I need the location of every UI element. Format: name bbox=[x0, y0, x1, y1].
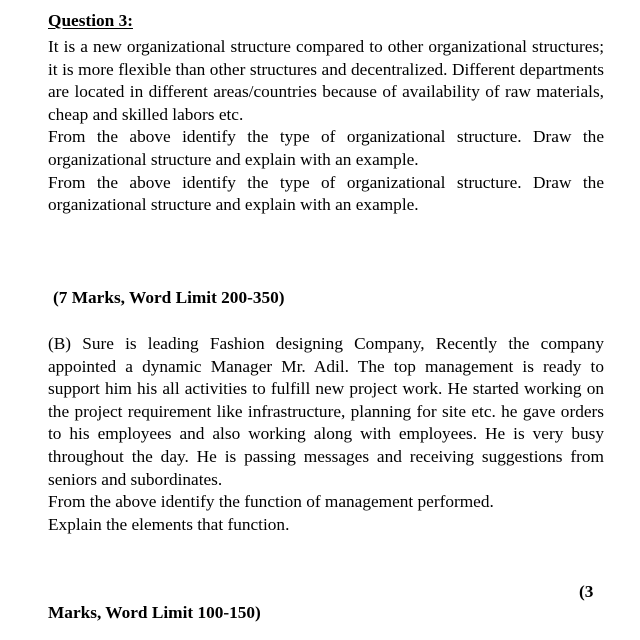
part-b-instruction: From the above identify the function of management performed. bbox=[48, 492, 494, 512]
question-paragraph: It is a new organizational structure compared to other organizational structures; it is more flexible than other structures and decentralized. Different departments are located in different areas/countries because of availability of raw materials, cheap and skilled labors etc. bbox=[48, 37, 604, 124]
question-instruction: From the above identify the type of organizational structure. Draw the organizational structure and explain with an example. bbox=[48, 127, 604, 169]
part-b-marks-start: (3 bbox=[579, 582, 594, 601]
question-marks: (7 Marks, Word Limit 200-350) bbox=[53, 288, 285, 307]
part-b-instruction-2: Explain the elements that function. bbox=[48, 514, 290, 534]
part-b-paragraph: (B) Sure is leading Fashion designing Company, Recently the company appointed a dynamic Manager Mr. Adil. The top management is ready to support him his all activities to fulfill new project work. He started working on the project requirement like infrastructure, planning for site etc. he gave orders to his employees and also working along with employees. He is very busy throughout the day. He is passing messages and receiving suggestions from seniors and subordinates. bbox=[48, 334, 604, 489]
question-title: Question 3: bbox=[48, 11, 133, 30]
part-b-marks-end: Marks, Word Limit 100-150) bbox=[48, 603, 261, 622]
question-instruction-repeat: From the above identify the type of organizational structure. Draw the organizational structure and explain with an example. bbox=[48, 172, 604, 215]
question-body bbox=[48, 36, 604, 217]
part-b-body bbox=[48, 333, 604, 536]
